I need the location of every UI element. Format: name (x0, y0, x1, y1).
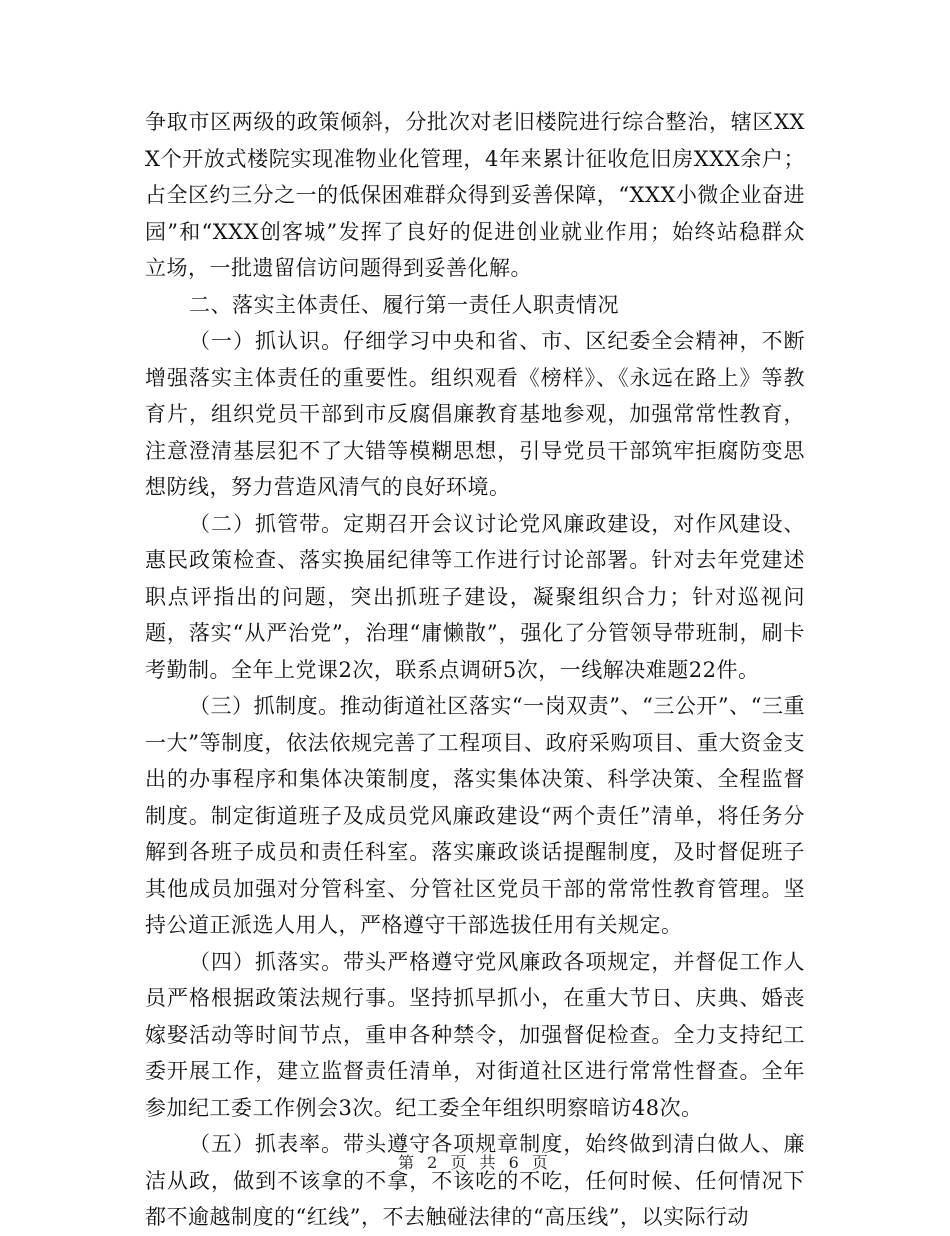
paragraph-item-1: （一）抓认识。仔细学习中央和省、市、区纪委全会精神，不断增强落实主体责任的重要性。组织观看《榜样》、《永远在路上》等教育片，组织党员干部到市反腐倡廉教育基地参观，加强常常性教育，注意澄清基层犯不了大错等模糊思想，引导党员干部筑牢拒腐防变思想防线，努力营造风清气的良好环境。 (145, 329, 805, 499)
section-heading: 二、落实主体责任、履行第一责任人职责情况 (189, 292, 619, 317)
paragraph-continuation: 争取市区两级的政策倾斜，分批次对老旧楼院进行综合整治，辖区XXX个开放式楼院实现准物业化管理，4年来累计征收危旧房XXX余户；占全区约三分之一的低保困难群众得到妥善保障，“XXX小微企业奋进园”和“XXX创客城”发挥了良好的促进创业就业作用；始终站稳群众立场，一批遗留信访问题得到妥善化解。 (145, 110, 805, 280)
paragraph-item-2: （二）抓管带。定期召开会议讨论党风廉政建设，对作风建设、惠民政策检查、落实换届纪律等工作进行讨论部署。针对去年党建述职点评指出的问题，突出抓班子建设，凝聚组织合力；针对巡视问题，落实“从严治党”，治理“庸懒散”，强化了分管领导带班制，刷卡考勤制。全年上党课2次，联系点调研5次，一线解决难题22件。 (145, 511, 805, 682)
paragraph-item-3: （三）抓制度。推动街道社区落实“一岗双责”、“三公开”、“三重一大”等制度，依法依规完善了工程项目、政府采购项目、重大资金支出的办事程序和集体决策制度，落实集体决策、科学决策、全程监督制度。制定街道班子及成员党风廉政建设“两个责任”清单，将任务分解到各班子成员和责任科室。落实廉政谈话提醒制度，及时督促班子其他成员加强对分管科室、分管社区党员干部的常常性教育管理。坚持公道正派选人用人，严格遵守干部选拔任用有关规定。 (145, 694, 805, 937)
page-footer: 第 2 页 共 6 页 (398, 1153, 552, 1172)
paragraph-item-5: （五）抓表率。带头遵守各项规章制度，始终做到清白做人、廉洁从政，做到不该拿的不拿，不该吃的不吃，任何时候、任何情况下都不逾越制度的“红线”，不去触碰法律的“高压线”，以实际行动 (145, 1132, 805, 1229)
document-body (145, 104, 805, 1236)
paragraph-item-4: （四）抓落实。带头严格遵守党风廉政各项规定，并督促工作人员严格根据政策法规行事。坚持抓早抓小，在重大节日、庆典、婚丧嫁娶活动等时间节点，重申各种禁令，加强督促检查。全力支持纪工委开展工作，建立监督责任清单，对街道社区进行常常性督查。全年参加纪工委工作例会3次。纪工委全年组织明察暗访48次。 (145, 949, 805, 1120)
